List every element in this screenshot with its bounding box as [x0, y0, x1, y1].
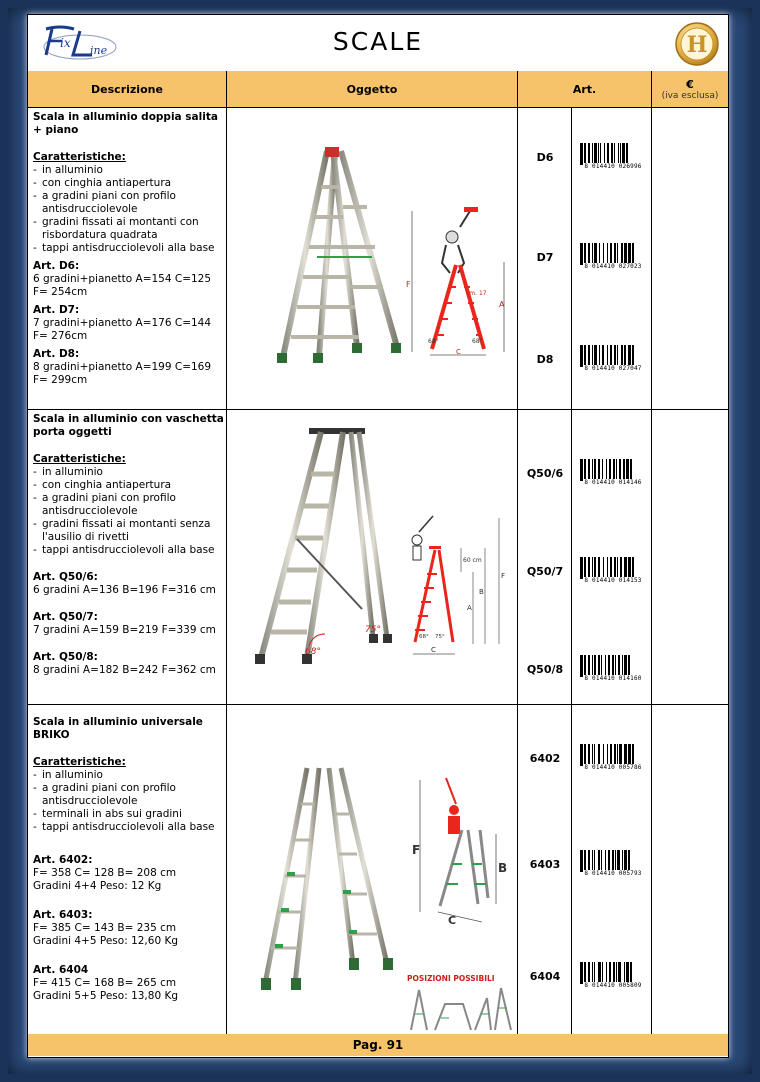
article-label: Art. D8: [33, 348, 80, 360]
barcode-bar [630, 655, 632, 677]
barcode: 8 014410 014146 [580, 459, 646, 487]
feature-item: - in alluminio [33, 164, 225, 177]
catalog-page [27, 14, 729, 1058]
barcode: 8 014410 005793 [580, 850, 646, 878]
article-spec: 6 gradini+pianetto A=154 C=125 [33, 273, 212, 285]
article-label: Art. 6402: [33, 854, 93, 866]
platform-ladder-diagram [399, 514, 514, 664]
feature-item: - con cinghia antiapertura [33, 177, 225, 190]
svg-text:75°: 75° [365, 625, 381, 635]
description-cell [28, 704, 227, 1034]
article-spec: 8 gradini A=182 B=242 F=362 cm [33, 664, 216, 676]
feature-item: - con cinghia antiapertura [33, 479, 225, 492]
svg-text:68°: 68° [305, 647, 321, 657]
article-label: Art. D7: [33, 304, 80, 316]
object-cell [227, 704, 518, 1034]
price-cell [652, 107, 728, 409]
product-title: Scala in alluminio doppia salita + piano [33, 111, 218, 136]
svg-text:B: B [498, 861, 508, 875]
features-label: Caratteristiche: [33, 756, 126, 768]
article-code: 6404 [529, 970, 561, 983]
brand-medallion-icon [674, 21, 720, 67]
barcode: 8 014410 027023 [580, 243, 646, 271]
barcode-bar [628, 143, 630, 165]
article-code: Q50/7 [526, 565, 564, 578]
article-spec: 7 gradini+pianetto A=176 C=144 [33, 317, 212, 329]
vat-note: (iva esclusa) [661, 90, 719, 101]
svg-text:ix: ix [60, 36, 71, 50]
features-label: Caratteristiche: [33, 453, 126, 465]
feature-item: - terminali in abs sui gradini [33, 808, 225, 821]
features-list [33, 466, 225, 557]
barcode-bar [630, 850, 632, 872]
platform-ladder-photo [247, 424, 407, 669]
article-label: Art. D6: [33, 260, 80, 272]
article-code: Q50/6 [526, 467, 564, 480]
article-spec: F= 254cm [33, 286, 88, 298]
col-header-price [652, 71, 728, 107]
barcode-bar [634, 345, 636, 367]
article-code: D7 [536, 251, 554, 264]
svg-text:F: F [412, 843, 421, 857]
barcode: 8 014410 014160 [580, 655, 646, 683]
svg-text:cm. 17: cm. 17 [466, 290, 487, 297]
euro-symbol: € [686, 77, 694, 91]
page-title: SCALE [332, 27, 424, 56]
article-label: Art. Q50/6: [33, 571, 98, 583]
page-number: Pag. 91 [28, 1034, 728, 1056]
barcode: 8 014410 026996 [580, 143, 646, 171]
feature-item: - gradini fissati ai montanti con risbordatura quadrata [33, 216, 225, 242]
description-cell [28, 107, 227, 409]
double-ladder-diagram [402, 207, 512, 357]
svg-text:68°: 68° [472, 338, 483, 345]
article-code: D6 [536, 151, 554, 164]
product-row-1 [28, 107, 728, 410]
product-title: Scala in alluminio universale BRIKO [33, 716, 203, 741]
barcode: 8 014410 005786 [580, 744, 646, 772]
page-header [28, 15, 728, 72]
barcode-cell [572, 704, 652, 1034]
barcode-bar [634, 243, 636, 265]
svg-text:B: B [479, 588, 484, 596]
positions-illustration [405, 984, 515, 1034]
article-spec: F= 415 C= 168 B= 265 cm [33, 977, 177, 989]
positions-title: POSIZIONI POSSIBILI [407, 974, 495, 983]
features-list [33, 164, 225, 255]
feature-item: - tappi antisdrucciolevoli alla base [33, 544, 225, 557]
barcode-bar [634, 744, 636, 766]
article-label: Art. 6404 [33, 964, 89, 976]
article-spec: Gradini 4+5 Peso: 12,60 Kg [33, 935, 179, 947]
telescopic-ladder-photo [257, 764, 407, 994]
code-cell [518, 704, 572, 1034]
article-spec: Gradini 5+5 Peso: 13,80 Kg [33, 990, 179, 1002]
features-label: Caratteristiche: [33, 151, 126, 163]
barcode: 8 014410 005809 [580, 962, 646, 990]
feature-item: - in alluminio [33, 466, 225, 479]
barcode-bar [634, 557, 636, 579]
svg-text:68°: 68° [428, 338, 439, 345]
svg-text:H: H [686, 32, 708, 58]
code-cell [518, 107, 572, 409]
barcode-bar [632, 962, 634, 984]
svg-text:68°: 68° [419, 634, 429, 640]
feature-item: - tappi antisdrucciolevoli alla base [33, 242, 225, 255]
svg-text:ine: ine [90, 44, 108, 57]
svg-text:C: C [456, 348, 461, 356]
article-spec: F= 385 C= 143 B= 235 cm [33, 922, 177, 934]
product-title: Scala in alluminio con vaschetta porta oggetti [33, 413, 224, 438]
svg-text:60 cm: 60 cm [463, 557, 482, 564]
price-cell [652, 704, 728, 1034]
article-spec: 8 gradini+pianetto A=199 C=169 [33, 361, 212, 373]
barcode-bar [632, 459, 634, 481]
svg-text:A: A [499, 300, 505, 309]
article-label: Art. 6403: [33, 909, 93, 921]
col-header-descrizione: Descrizione [28, 71, 227, 107]
feature-item: - a gradini piani con profilo antisdrucciolevole [33, 492, 225, 518]
article-spec: Gradini 4+4 Peso: 12 Kg [33, 880, 162, 892]
barcode: 8 014410 014153 [580, 557, 646, 585]
article-code: 6402 [529, 752, 561, 765]
barcode: 8 014410 027047 [580, 345, 646, 373]
feature-item: - tappi antisdrucciolevoli alla base [33, 821, 225, 834]
product-row-3 [28, 704, 728, 1035]
product-row-2 [28, 409, 728, 705]
double-ladder-photo [247, 147, 407, 397]
article-code: Q50/8 [526, 663, 564, 676]
price-cell [652, 409, 728, 704]
article-spec: F= 276cm [33, 330, 88, 342]
object-cell [227, 409, 518, 704]
code-cell [518, 409, 572, 704]
barcode-cell [572, 409, 652, 704]
svg-text:F: F [501, 572, 506, 580]
article-label: Art. Q50/8: [33, 651, 98, 663]
telescopic-ladder-diagram [412, 774, 512, 924]
article-spec: 6 gradini A=136 B=196 F=316 cm [33, 584, 216, 596]
barcode-cell [572, 107, 652, 409]
description-cell [28, 409, 227, 704]
table-header [28, 71, 728, 108]
col-header-art: Art. [518, 71, 652, 107]
feature-item: - gradini fissati ai montanti senza l'ausilio di rivetti [33, 518, 225, 544]
feature-item: - a gradini piani con profilo antisdrucciolevole [33, 190, 225, 216]
article-code: D8 [536, 353, 554, 366]
svg-text:75°: 75° [435, 634, 445, 640]
object-cell [227, 107, 518, 409]
col-header-oggetto: Oggetto [227, 71, 518, 107]
feature-item: - in alluminio [33, 769, 225, 782]
svg-text:C: C [431, 646, 436, 654]
feature-item: - a gradini piani con profilo antisdrucciolevole [33, 782, 225, 808]
svg-text:C: C [448, 914, 457, 924]
article-spec: F= 358 C= 128 B= 208 cm [33, 867, 177, 879]
article-label: Art. Q50/7: [33, 611, 98, 623]
article-spec: F= 299cm [33, 374, 88, 386]
svg-text:F: F [406, 280, 411, 289]
article-code: 6403 [529, 858, 561, 871]
features-list [33, 769, 225, 834]
article-spec: 7 gradini A=159 B=219 F=339 cm [33, 624, 216, 636]
svg-text:A: A [467, 604, 472, 612]
